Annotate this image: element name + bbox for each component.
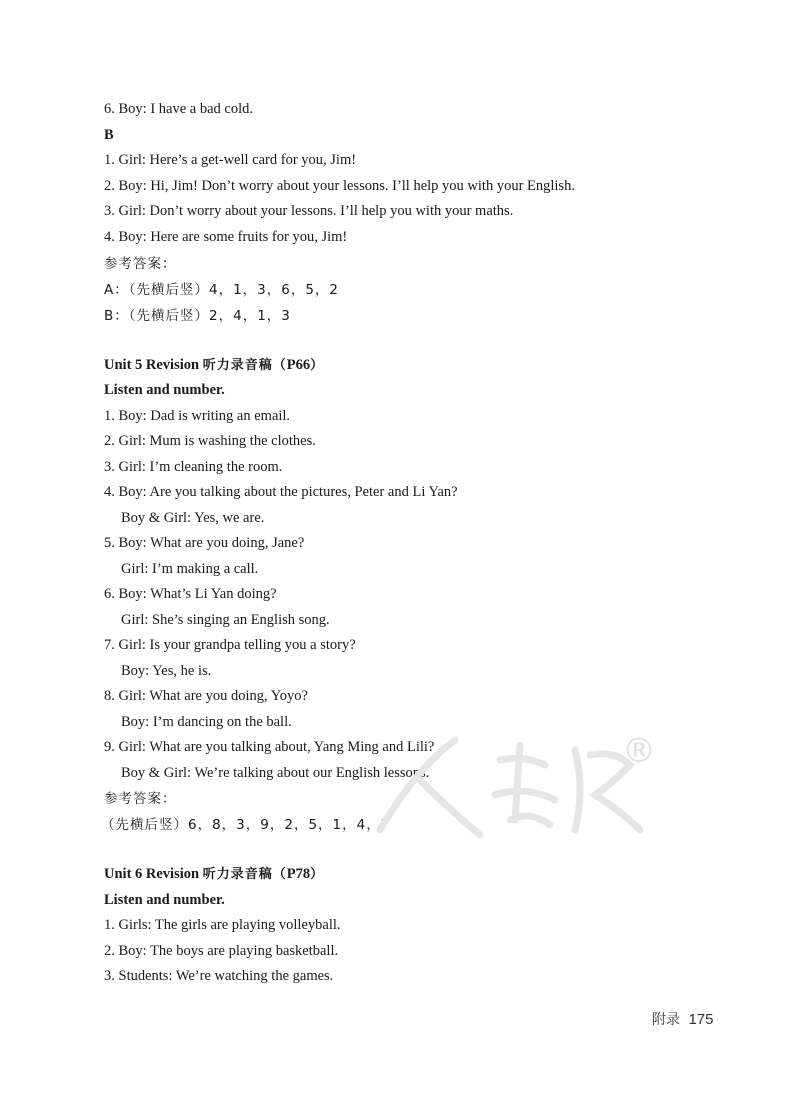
dialogue-line: 3. Girl: I’m cleaning the room. [104, 459, 283, 475]
answer-key-b: B：（先横后竖）2，4，1，3 [104, 308, 291, 324]
page-number: 175 [688, 1011, 714, 1028]
dialogue-line: 3. Girl: Don’t worry about your lessons. I’ll help you with your maths. [104, 203, 514, 219]
unit5-heading-close: ） [310, 358, 325, 373]
dialogue-response: Girl: I’m making a call. [121, 561, 259, 577]
dialogue-line: 8. Girl: What are you doing, Yoyo? [104, 688, 308, 704]
dialogue-line: 6. Boy: What’s Li Yan doing? [104, 586, 277, 602]
answer-key: （先横后竖）6，8，3，9，2，5，1，4，7 [101, 817, 391, 833]
unit5-heading-cn: 听力录音稿（ [202, 358, 287, 373]
dialogue-line: 5. Boy: What are you doing, Jane? [104, 535, 305, 551]
answer-key-label: 参考答案： [104, 791, 177, 807]
answer-key-label: 参考答案： [104, 256, 177, 272]
unit6-heading-cn: 听力录音稿（ [202, 867, 287, 882]
dialogue-line: 2. Boy: Hi, Jim! Don’t worry about your lessons. I’ll help you with your English. [104, 178, 575, 194]
section-b-label: B [104, 127, 114, 143]
dialogue-line: 1. Boy: Dad is writing an email. [104, 408, 291, 424]
dialogue-line: 4. Boy: Here are some fruits for you, Jim! [104, 229, 348, 245]
dialogue-line: 9. Girl: What are you talking about, Yang Ming and Lili? [104, 739, 435, 755]
dialogue-response: Boy & Girl: Yes, we are. [121, 510, 265, 526]
dialogue-line: 4. Boy: Are you talking about the pictures, Peter and Li Yan? [104, 484, 458, 500]
dialogue-response: Boy: Yes, he is. [121, 663, 212, 679]
unit6-heading-close: ） [310, 867, 325, 882]
dialogue-line: 1. Girl: Here’s a get-well card for you, Jim! [104, 152, 357, 168]
dialogue-line: 3. Students: We’re watching the games. [104, 968, 334, 984]
dialogue-response: Girl: She’s singing an English song. [121, 612, 330, 628]
dialogue-line: 2. Boy: The boys are playing basketball. [104, 943, 339, 959]
dialogue-line: 2. Girl: Mum is washing the clothes. [104, 433, 316, 449]
answer-key-a: A：（先横后竖）4，1，3，6，5，2 [104, 282, 340, 298]
dialogue-line: 7. Girl: Is your grandpa telling you a story? [104, 637, 356, 653]
unit6-heading [104, 864, 324, 885]
unit5-heading-page: P66 [286, 357, 311, 373]
unit6-heading-page: P78 [286, 866, 311, 882]
unit6-heading-en: Unit 6 Revision [104, 866, 203, 882]
unit5-heading-en: Unit 5 Revision [104, 357, 203, 373]
dialogue-line: 6. Boy: I have a bad cold. [104, 101, 253, 117]
unit5-subheading: Listen and number. [104, 382, 225, 398]
dialogue-line: 1. Girls: The girls are playing volleyball. [104, 917, 341, 933]
page-footer [652, 1009, 713, 1029]
dialogue-response: Boy & Girl: We’re talking about our English lessons. [121, 765, 430, 781]
dialogue-response: Boy: I’m dancing on the ball. [121, 714, 292, 730]
unit5-heading [104, 355, 324, 376]
registered-mark: ® [622, 731, 656, 771]
footer-label: 附录 [652, 1012, 680, 1028]
unit6-subheading: Listen and number. [104, 892, 225, 908]
